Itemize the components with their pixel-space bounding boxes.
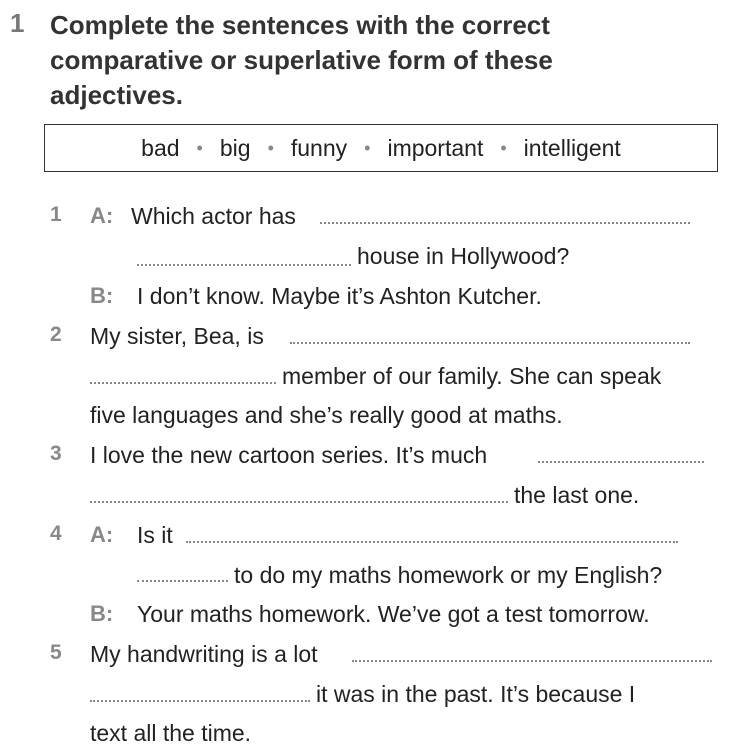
word-important: important [387, 134, 484, 161]
bullet-icon: • [364, 137, 371, 158]
sentence-text: house in Hollywood? [357, 243, 570, 269]
sentence-text: Your maths homework. We’ve got a test tomorrow. [137, 601, 650, 627]
sentence-text: five languages and she’s really good at maths. [90, 402, 563, 428]
sentence-text: Which actor has [131, 203, 296, 229]
item-number: 5 [50, 641, 62, 664]
answer-blank[interactable] [90, 501, 508, 503]
sentence-text: it was in the past. It’s because I [316, 681, 636, 707]
instruction-line: comparative or superlative form of these [50, 45, 553, 75]
instruction-line: Complete the sentences with the correct [50, 10, 550, 40]
sentence-text: I don’t know. Maybe it’s Ashton Kutcher. [137, 283, 542, 309]
exercise-instructions [50, 8, 553, 113]
sentence-text: I love the new cartoon series. It’s much [90, 442, 488, 468]
answer-blank[interactable] [290, 342, 690, 344]
sentence-text: My handwriting is a lot [90, 641, 318, 667]
word-intelligent: intelligent [523, 134, 621, 161]
item-number: 1 [50, 203, 62, 226]
word-funny: funny [290, 134, 348, 161]
answer-blank[interactable] [137, 580, 228, 582]
item-number: 2 [50, 323, 62, 346]
speaker-label: B: [90, 283, 114, 308]
speaker-label: A: [90, 522, 114, 547]
bullet-icon: • [267, 137, 274, 158]
answer-blank[interactable] [320, 222, 690, 224]
speaker-label: B: [90, 601, 114, 626]
sentence-text: to do my maths homework or my English? [234, 562, 663, 588]
speaker-label: A: [90, 203, 114, 228]
bullet-icon: • [196, 137, 203, 158]
sentence-text: member of our family. She can speak [282, 363, 662, 389]
sentence-text: Is it [137, 522, 173, 548]
item-number: 3 [50, 442, 62, 465]
word-bad: bad [141, 134, 180, 161]
word-big: big [219, 134, 251, 161]
answer-blank[interactable] [538, 461, 704, 463]
answer-blank[interactable] [137, 264, 351, 266]
bullet-icon: • [500, 137, 507, 158]
answer-blank[interactable] [352, 660, 712, 662]
answer-blank[interactable] [90, 700, 310, 702]
sentence-text: text all the time. [90, 720, 252, 746]
answer-blank[interactable] [90, 382, 276, 384]
answer-blank[interactable] [186, 541, 678, 543]
sentence-text: the last one. [514, 482, 640, 508]
exercise-number: 1 [10, 8, 25, 38]
sentence-text: My sister, Bea, is [90, 323, 264, 349]
instruction-line: adjectives. [50, 80, 183, 110]
word-box [44, 124, 718, 172]
item-number: 4 [50, 522, 62, 545]
